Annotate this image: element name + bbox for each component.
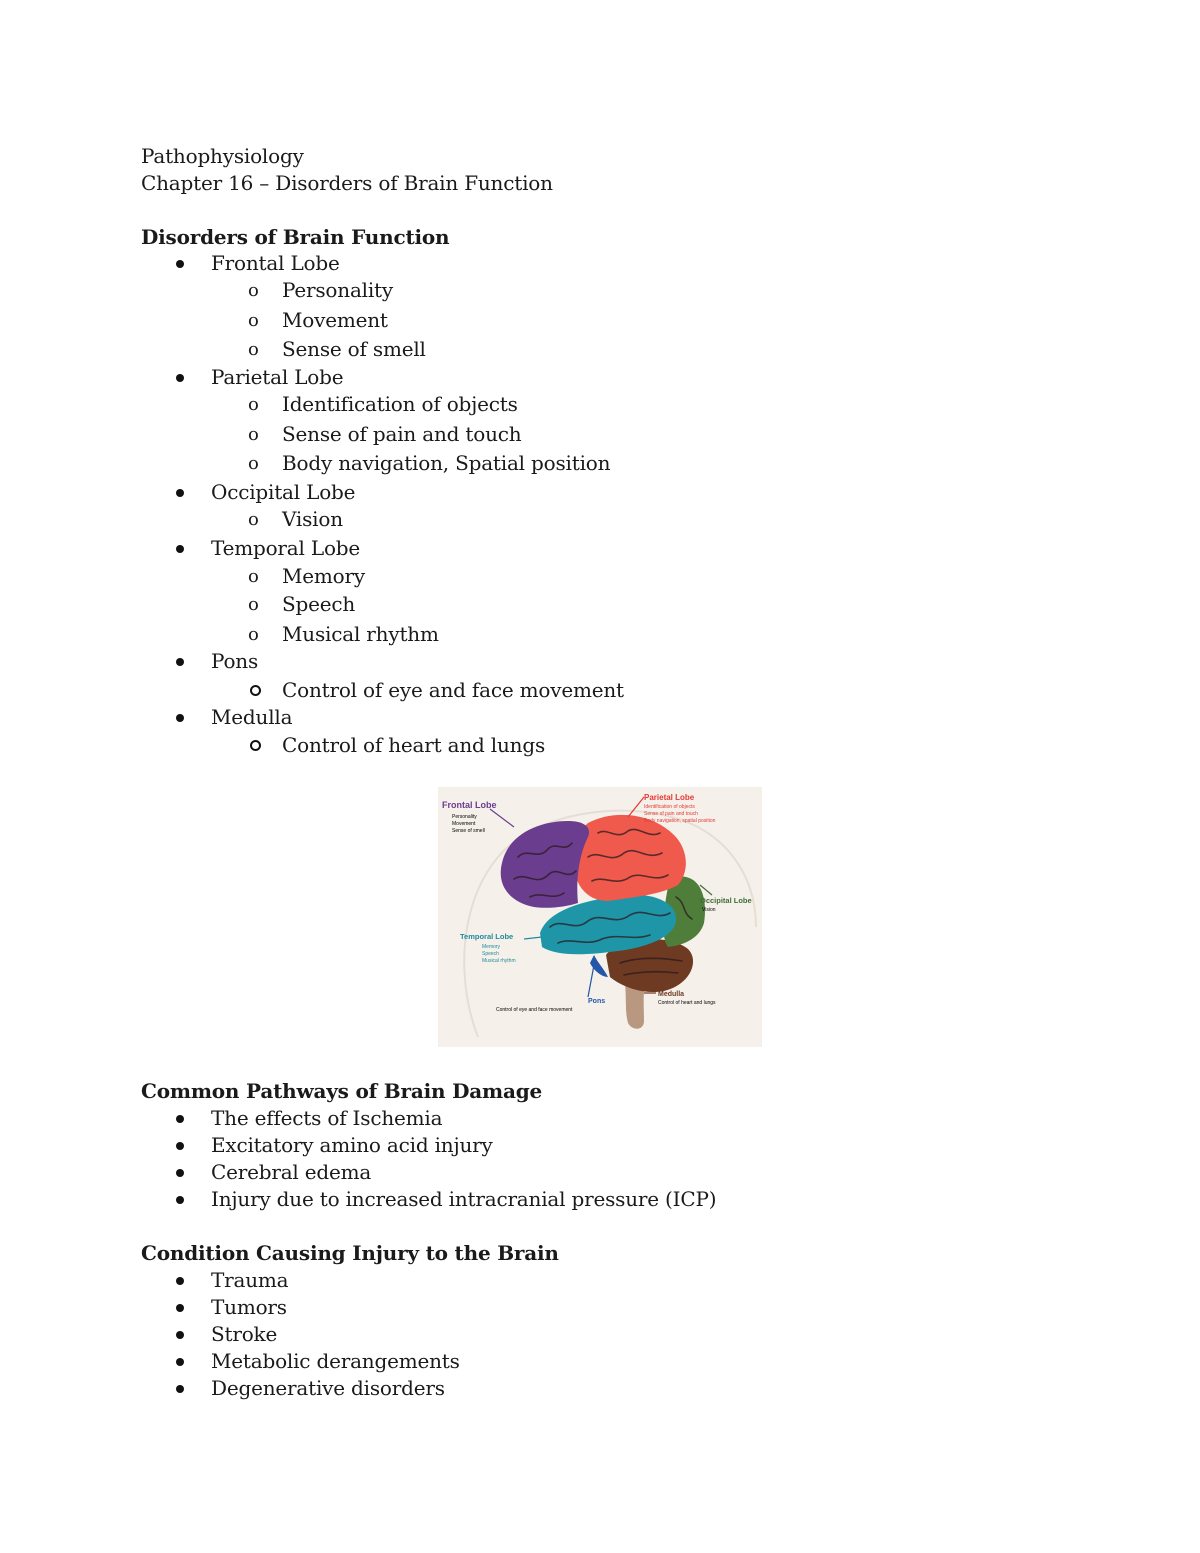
list-item: Degenerative disorders <box>211 1376 445 1400</box>
sub-list-item: Identification of objects <box>282 392 518 416</box>
circle-bullet-icon: o <box>248 566 259 587</box>
medulla-detail: Control of heart and lungs <box>658 1000 716 1006</box>
temporal-lobe-detail: Musical rhythm <box>482 958 516 964</box>
bullet-icon <box>176 1196 184 1204</box>
parietal-arrow <box>628 797 644 817</box>
list-item: Excitatory amino acid injury <box>211 1133 493 1157</box>
section-heading-conditions: Condition Causing Injury to the Brain <box>141 1241 559 1265</box>
list-item: Injury due to increased intracranial pressure (ICP) <box>211 1187 717 1211</box>
bullet-icon <box>176 1358 184 1366</box>
pons-label: Pons <box>588 998 606 1005</box>
parietal-lobe-detail: Body navigation, spatial position <box>644 818 716 824</box>
bullet-icon <box>176 1385 184 1393</box>
parietal-lobe-detail: Sense of pain and touch <box>644 811 698 817</box>
circle-bullet-icon: o <box>248 624 259 645</box>
bullet-icon <box>176 1331 184 1339</box>
frontal-lobe-detail: Sense of smell <box>452 828 485 834</box>
parietal-lobe-shape <box>574 815 686 901</box>
brain-lobes-figure <box>438 787 762 1047</box>
section-heading-pathways: Common Pathways of Brain Damage <box>141 1079 543 1103</box>
occipital-lobe-detail: Vision <box>702 907 716 913</box>
pons-arrow <box>588 965 594 997</box>
list-item: Frontal Lobe <box>211 251 340 275</box>
circle-bullet-icon: o <box>248 453 259 474</box>
sub-list-item: Vision <box>282 507 343 531</box>
medulla-label: Medulla <box>658 991 685 998</box>
sub-list-item: Sense of smell <box>282 337 426 361</box>
bullet-icon <box>176 1115 184 1123</box>
sub-list-item: Control of eye and face movement <box>282 678 624 702</box>
sub-list-item: Control of heart and lungs <box>282 733 546 757</box>
bullet-icon <box>176 1304 184 1312</box>
circle-bullet-icon: o <box>248 594 259 615</box>
sub-list-item: Musical rhythm <box>282 622 439 646</box>
circle-bullet-icon: o <box>248 394 259 415</box>
list-item: Pons <box>211 649 259 673</box>
chapter-title: Chapter 16 – Disorders of Brain Function <box>141 171 553 195</box>
bullet-icon <box>176 489 184 497</box>
bullet-icon <box>176 1142 184 1150</box>
circle-bullet-icon: o <box>248 310 259 331</box>
bullet-icon <box>176 260 184 268</box>
temporal-lobe-detail: Memory <box>482 944 501 950</box>
bullet-icon <box>176 1277 184 1285</box>
sub-list-item: Body navigation, Spatial position <box>282 451 611 475</box>
parietal-lobe-detail: Identification of objects <box>644 804 695 810</box>
sub-list-item: Personality <box>282 278 393 302</box>
section-heading-disorders: Disorders of Brain Function <box>141 225 450 249</box>
list-item: Occipital Lobe <box>211 480 356 504</box>
occipital-lobe-label: Occipital Lobe <box>700 896 752 905</box>
circle-bullet-icon: o <box>248 339 259 360</box>
pons-detail: Control of eye and face movement <box>496 1007 573 1013</box>
circle-bullet-icon: o <box>248 280 259 301</box>
sub-list-item: Movement <box>282 308 388 332</box>
sub-list-item: Sense of pain and touch <box>282 422 522 446</box>
parietal-lobe-label: Parietal Lobe <box>644 793 695 802</box>
brain-diagram <box>438 787 762 1047</box>
frontal-lobe-detail: Personality <box>452 814 477 820</box>
frontal-lobe-label: Frontal Lobe <box>442 800 497 810</box>
ring-bullet-icon <box>250 685 261 696</box>
ring-bullet-icon <box>250 740 261 751</box>
frontal-lobe-detail: Movement <box>452 821 476 827</box>
bullet-icon <box>176 658 184 666</box>
list-item: Metabolic derangements <box>211 1349 460 1373</box>
sub-list-item: Memory <box>282 564 365 588</box>
temporal-lobe-detail: Speech <box>482 951 499 957</box>
bullet-icon <box>176 714 184 722</box>
list-item: Temporal Lobe <box>211 536 361 560</box>
list-item: Tumors <box>211 1295 287 1319</box>
list-item: Stroke <box>211 1322 278 1346</box>
list-item: Medulla <box>211 705 293 729</box>
bullet-icon <box>176 545 184 553</box>
sub-list-item: Speech <box>282 592 356 616</box>
list-item: Parietal Lobe <box>211 365 344 389</box>
list-item: The effects of Ischemia <box>211 1106 443 1130</box>
frontal-arrow <box>490 809 514 827</box>
bullet-icon <box>176 374 184 382</box>
list-item: Trauma <box>211 1268 289 1292</box>
temporal-lobe-label: Temporal Lobe <box>460 932 514 941</box>
bullet-icon <box>176 1169 184 1177</box>
course-title: Pathophysiology <box>141 144 304 168</box>
temporal-arrow <box>524 937 542 939</box>
circle-bullet-icon: o <box>248 424 259 445</box>
circle-bullet-icon: o <box>248 509 259 530</box>
list-item: Cerebral edema <box>211 1160 372 1184</box>
